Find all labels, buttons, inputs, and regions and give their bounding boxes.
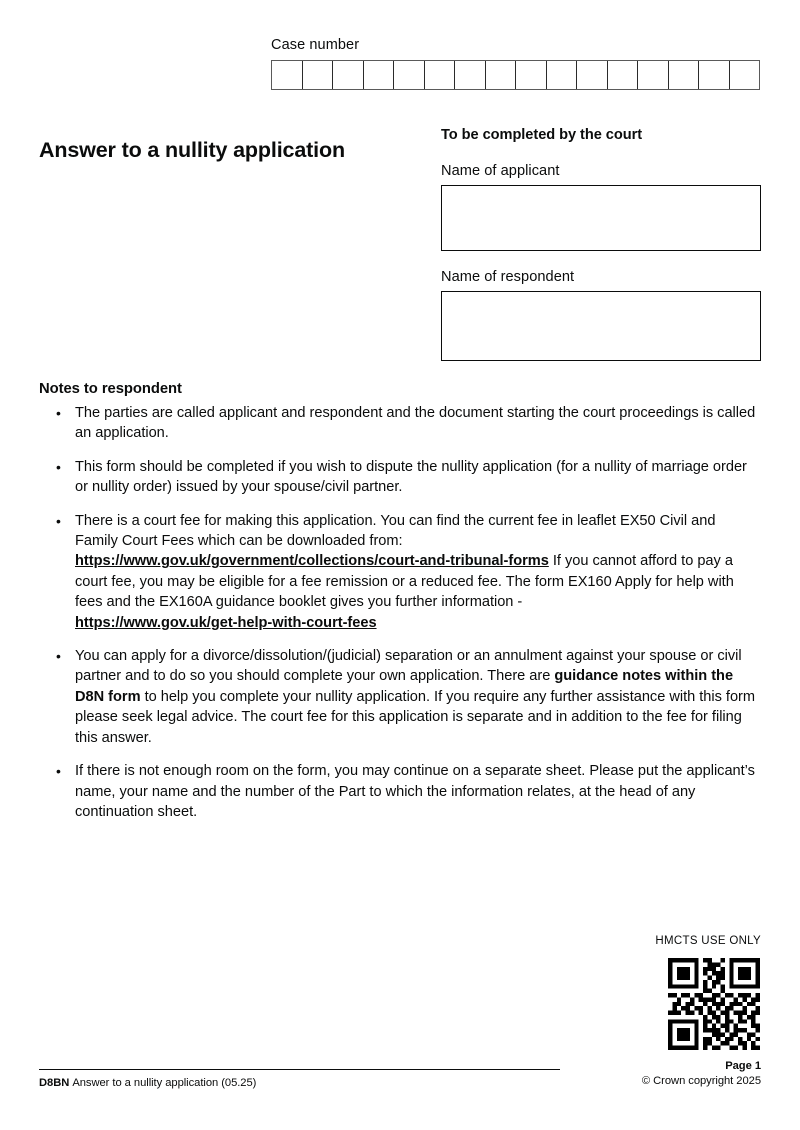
note-item (39, 511, 761, 633)
case-number-cell[interactable] (303, 61, 334, 89)
note-item (39, 457, 761, 498)
case-number-cell[interactable] (577, 61, 608, 89)
note-text: This form should be completed if you wish to dispute the nullity application (for a nullity of marriage order or nullity order) issued by your spouse/civil partner. (75, 458, 747, 496)
case-number-cell[interactable] (394, 61, 425, 89)
court-section-heading: To be completed by the court (441, 127, 643, 143)
bullet-icon: • (56, 763, 61, 780)
footer-page-info (642, 1060, 761, 1087)
qr-code-icon (668, 958, 760, 1050)
copyright-notice: © Crown copyright 2025 (641, 1075, 761, 1087)
page-title: Answer to a nullity application (39, 138, 345, 163)
case-number-cell[interactable] (333, 61, 364, 89)
hmcts-use-only-label: HMCTS USE ONLY (655, 935, 761, 947)
case-number-cell[interactable] (730, 61, 760, 89)
case-number-cell[interactable] (699, 61, 730, 89)
note-item (39, 403, 761, 444)
footer-form-description: Answer to a nullity application (05.25) (72, 1077, 257, 1089)
footer-form-code: D8BN (39, 1077, 70, 1089)
page-number: Page 1 (725, 1060, 761, 1072)
notes-heading: Notes to respondent (39, 381, 182, 397)
note-text: If you cannot afford to pay a court fee, you may be eligible for a fee remission or a reduced fee. The form EX160 Apply for help with fees and the EX160A guidance booklet gives you further information - (75, 553, 734, 611)
case-number-cell[interactable] (516, 61, 547, 89)
note-text: The parties are called applicant and respondent and the document starting the court proceedings is called an application. (75, 405, 756, 442)
external-link[interactable]: https://www.gov.uk/get-help-with-court-fees (75, 614, 377, 631)
case-number-input[interactable] (271, 60, 760, 90)
external-link[interactable]: https://www.gov.uk/government/collections/court-and-tribunal-forms (75, 553, 549, 570)
bullet-icon: • (56, 512, 61, 529)
case-number-cell[interactable] (272, 61, 303, 89)
bullet-icon: • (56, 405, 61, 421)
name-of-respondent-field[interactable] (441, 291, 761, 361)
case-number-cell[interactable] (669, 61, 700, 89)
name-of-applicant-label: Name of applicant (441, 163, 560, 179)
note-text: to help you complete your nullity application. If you require any further assistance with this form please seek legal advice. The court fee for this application is separate and in addition to the fee for filing this answer. (75, 688, 756, 746)
name-of-applicant-field[interactable] (441, 185, 761, 251)
note-item (39, 646, 761, 748)
note-item (39, 761, 761, 822)
case-number-cell[interactable] (425, 61, 456, 89)
name-of-respondent-label: Name of respondent (441, 269, 575, 285)
case-number-cell[interactable] (364, 61, 395, 89)
case-number-cell[interactable] (486, 61, 517, 89)
bullet-icon: • (56, 648, 61, 665)
footer-divider (39, 1069, 560, 1070)
note-text: You can apply for a divorce/dissolution/(judicial) separation or an annulment against your spouse or civil partner and to do so you should complete your own application. There are (75, 648, 742, 685)
case-number-cell[interactable] (638, 61, 669, 89)
note-text: There is a court fee for making this application. You can find the current fee in leaflet EX50 Civil and Family Court Fees which can be downloaded from: (75, 512, 716, 550)
note-text: If there is not enough room on the form, you may continue on a separate sheet. Please put the applicant’s name, your name and the number of the Part to which the information relates, at the head of any continuation sheet. (75, 763, 755, 820)
bullet-icon: • (56, 458, 61, 475)
emphasis-text: guidance notes within the D8N form (75, 668, 734, 705)
case-number-cell[interactable] (547, 61, 578, 89)
notes-list (39, 403, 761, 835)
case-number-cell[interactable] (608, 61, 639, 89)
footer-form-reference (39, 1077, 256, 1089)
case-number-label: Case number (271, 37, 360, 53)
case-number-cell[interactable] (455, 61, 486, 89)
